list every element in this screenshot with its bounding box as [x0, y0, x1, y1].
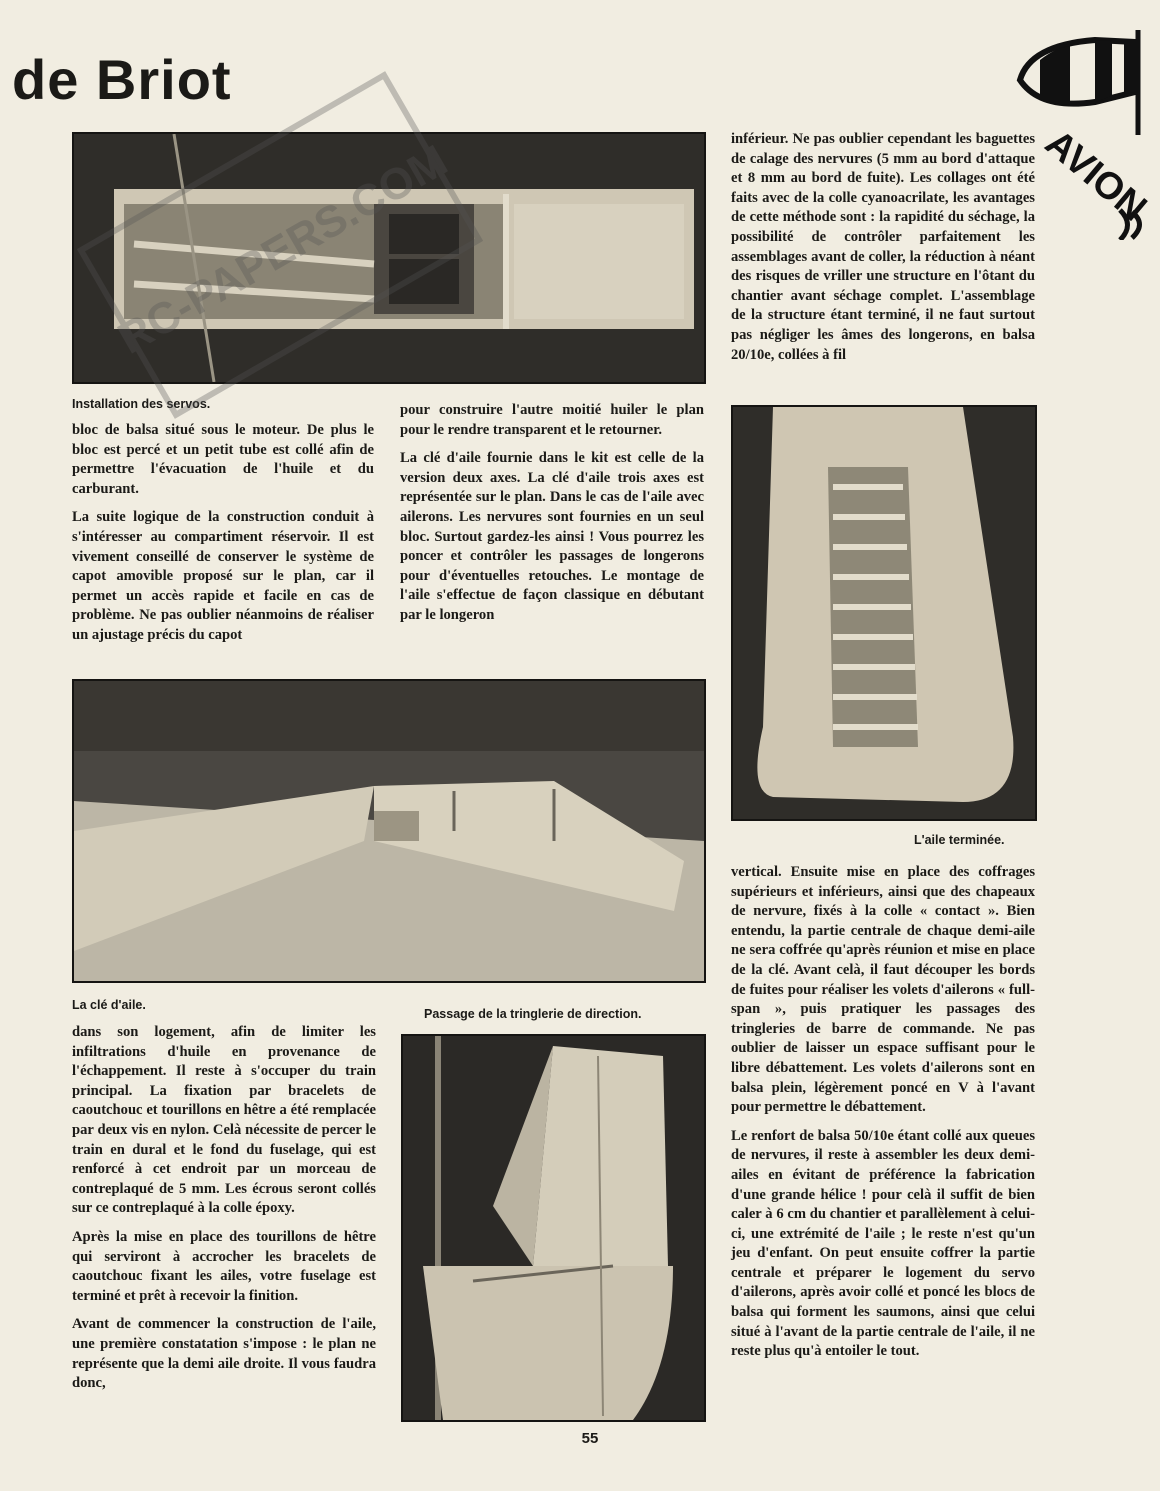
- paragraph: La clé d'aile fournie dans le kit est celle de la version deux axes. La clé d'aile trois axes est représentée sur le plan. Dans le cas de l'aile avec ailerons. Les nervures sont fournies en un seul bloc. Surtout gardez-les ainsi ! Vous pourrez les poncer et contrôler les passages de longerons pour d'éventuelles retouches. Le montage de l'aile s'effectue de façon classique en débutant par le longeron: [400, 450, 704, 623]
- column1-bottom: [72, 1023, 376, 1403]
- paragraph: bloc de balsa situé sous le moteur. De plus le bloc est percé et un petit tube est collé afin de permettre l'évacuation de l'huile et du carburant.: [72, 422, 374, 497]
- column1-top: [72, 421, 374, 655]
- paragraph: inférieur. Ne pas oublier cependant les baguettes de calage des nervures (5 mm au bord d'attaque et 8 mm au bord de fuite). Les collages ont été faits avec de la colle cyanoacrilate, les avantages de cette méthode sont : la rapidité du séchage, la possibilité de contrôler parfaitement les assemblages avant de coller, la réduction à néant des risques de vriller une structure en l'ôtant du chantier avant séchage complet. L'assemblage de la structure étant terminé, il ne faut surtout pas négliger les âmes des longerons, en balsa 20/10e, collées à fil: [731, 131, 1035, 363]
- paragraph: vertical. Ensuite mise en place des coffrages supérieurs et inférieurs, ainsi que des chapeaux de nervure, fixés à la colle « contact ». Bien entendu, la partie centrale de chaque demi-aile ne sera coffrée qu'après réunion et mise en place de la clé. Avant celà, il faut découper les bords de fuites pour réaliser les volets d'ailerons « full-span », puis pratiquer les passages des tringleries de barre de commande. Ne pas oublier de laisser un espace suffisant pour le libre débattement. Les volets d'ailerons sont en balsa plein, légèrement poncé en V à l'avant pour permettre le débattement.: [731, 864, 1035, 1116]
- column2-top: [400, 401, 704, 635]
- page-number: 55: [581, 1430, 599, 1447]
- paragraph: La suite logique de la construction conduit à s'intéresser au compartiment réservoir. Il est vivement conseillé de conserver le système de capot amovible proposé sur le plan, car il permet un accès rapide et facile en cas de problème. Ne pas oublier néanmoins de réaliser un ajustage précis du capot: [72, 509, 374, 643]
- page-title: de Briot: [12, 48, 232, 111]
- column3-bottom: [731, 863, 1035, 1371]
- paragraph: Avant de commencer la construction de l'aile, une première constatation s'impose : le plan ne représente que la demi aile droite. Il vous faudra donc,: [72, 1316, 376, 1392]
- caption-wing-key: La clé d'aile.: [72, 998, 146, 1012]
- caption-servos: Installation des servos.: [72, 397, 211, 411]
- caption-rudder-linkage: Passage de la tringlerie de direction.: [424, 1007, 642, 1021]
- caption-wing-finished: L'aile terminée.: [914, 833, 1005, 847]
- watermark-text: RC-PAPERS.COM: [109, 135, 456, 364]
- paragraph: Le renfort de balsa 50/10e étant collé aux queues de nervures, il reste à assembler les deux demi-ailes en évitant de préférence la fabrication d'une grande hélice ! pour celà il suffit de bien caler à 6 cm du chantier et parallèlement à celui-ci, une extrémité de l'aile ; le reste n'est qu'un jeu d'enfant. On peut ensuite coffrer la partie centrale et préparer le logement du servo d'ailerons, après avoir collé et poncé les blocs de balsa qui forment les saumons, ainsi que celui situé à l'avant de la partie centrale de l'aile, il ne reste plus qu'à entoiler le tout.: [731, 1127, 1035, 1360]
- paragraph: dans son logement, afin de limiter les infiltrations d'huile en provenance de l'échappement. Il reste à s'occuper du train principal. La fixation par bracelets de caoutchouc et tourillons en hêtre a été remplacée par deux vis en nylon. Celà nécessite de percer le train en dural et le fond du fuselage, qui est renforcé à cet endroit par un morceau de contreplaqué de 5 mm. Les écrous seront collés sur ce contreplaqué à la colle époxy.: [72, 1024, 376, 1217]
- photo-rudder-linkage: [401, 1034, 706, 1422]
- column3-top: [731, 130, 1035, 374]
- paragraph: Après la mise en place des tourillons de hêtre qui serviront à accrocher les bracelets de caoutchouc fixant les ailes, votre fuselage est terminé et prêt à recevoir la finition.: [72, 1228, 376, 1304]
- photo-wing-finished: [731, 405, 1037, 821]
- logo-text: AVION: [1037, 121, 1150, 230]
- photo-wing-key: [72, 679, 706, 983]
- paragraph: pour construire l'autre moitié huiler le plan pour le rendre transparent et le retourner.: [400, 402, 704, 438]
